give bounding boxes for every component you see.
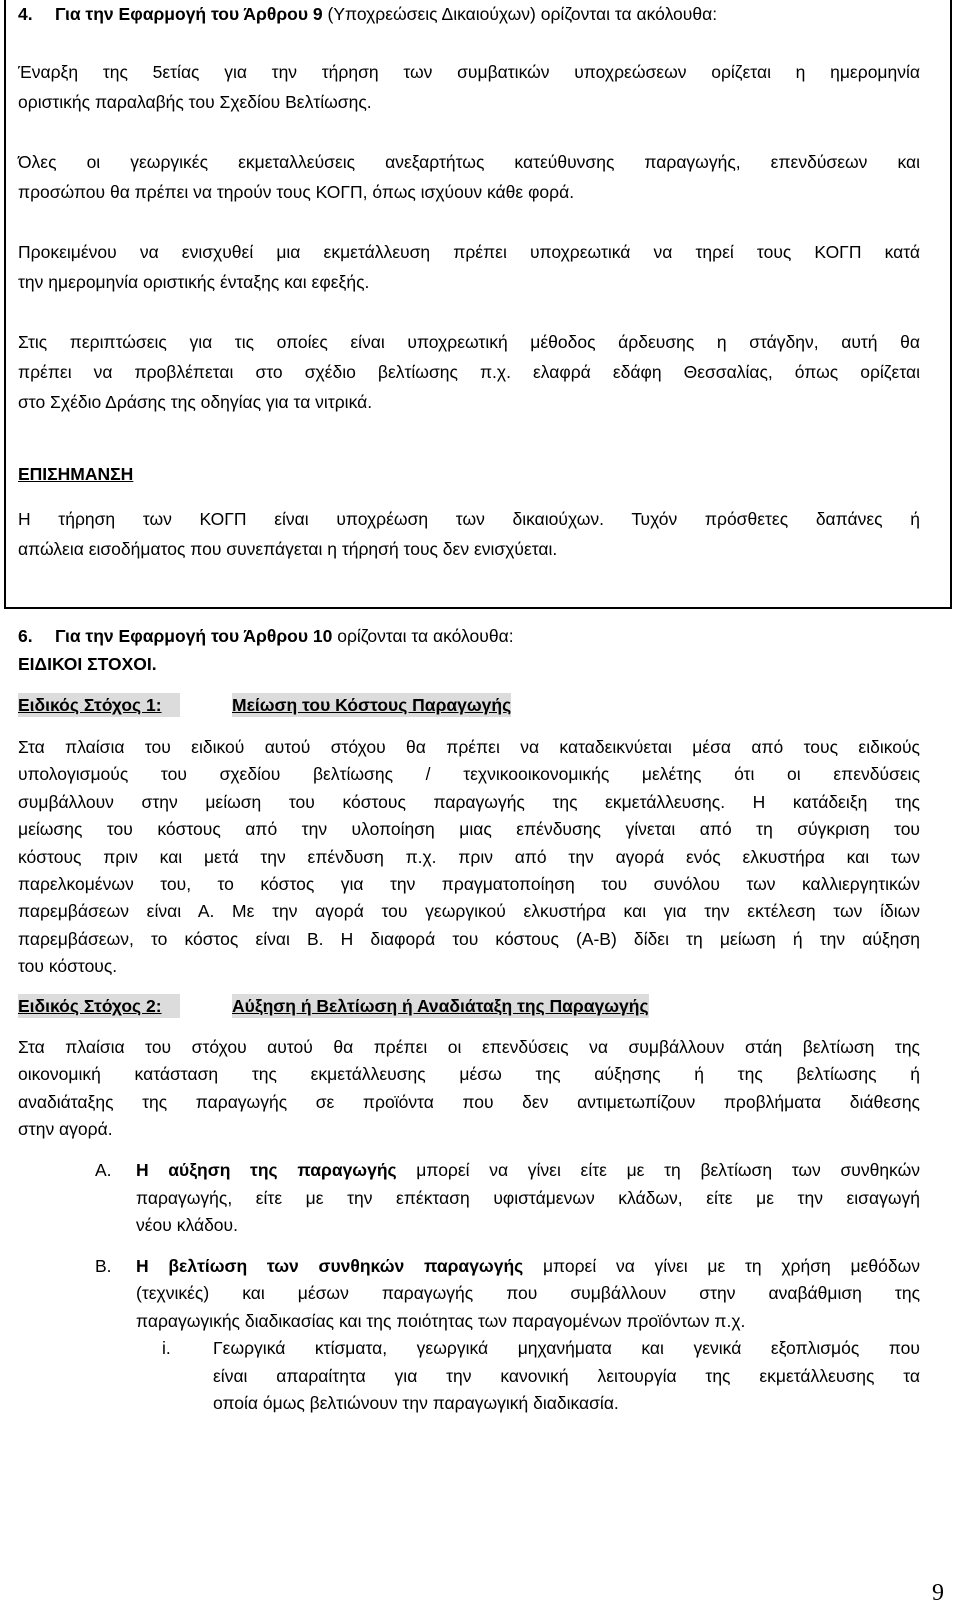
notice-line: απώλεια εισοδήματος που συνεπάγεται η τήρησή τους δεν ενισχύεται. xyxy=(18,539,558,559)
item4-heading-bold: Για την Εφαρμογή του Άρθρου 9 xyxy=(55,4,323,24)
item-b-line xyxy=(136,1254,920,1278)
paragraph-line: την ημερομηνία οριστικής ένταξης και εφεξής. xyxy=(18,272,370,292)
item4-heading xyxy=(55,2,717,26)
notice-line: Η τήρηση των ΚΟΓΠ είναι υποχρέωση των δικαιούχων. Τυχόν πρόσθετες δαπάνες ή xyxy=(18,509,920,529)
goal2-label: Ειδικός Στόχος 2: xyxy=(18,994,180,1018)
paragraph-line: μείωσης του κόστους από την υλοποίηση μιας επένδυσης γίνεται από τη σύγκριση του xyxy=(18,819,920,840)
item-i-line: Γεωργικά κτίσματα, γεωργικά μηχανήματα και γενικά εξοπλισμός που xyxy=(213,1338,920,1358)
paragraph-line: στο Σχέδιο Δράσης της οδηγίας για τα νιτρικά. xyxy=(18,392,373,412)
paragraph-line: του κόστους. xyxy=(18,956,118,977)
paragraph-line: υπολογισμούς του σχεδίου βελτίωσης / τεχνικοοικονομικής μελέτης ότι οι επενδύσεις xyxy=(18,764,920,785)
item4-heading-rest: (Υποχρεώσεις Δικαιούχων) ορίζονται τα ακόλουθα: xyxy=(322,4,718,24)
section6-number: 6. xyxy=(18,626,33,646)
paragraph-line: Στα πλαίσια του ειδικού αυτού στόχου θα πρέπει να καταδεικνύεται μέσα από τους ειδικούς xyxy=(18,737,920,757)
goal2-title: Αύξηση ή Βελτίωση ή Αναδιάταξη της Παραγωγής xyxy=(232,996,649,1016)
paragraph-line: Στις περιπτώσεις για τις οποίες είναι υποχρεωτική μέθοδος άρδευσης η στάγδην, αυτή θα xyxy=(18,332,920,352)
paragraph-line: παρεμβάσεων, το κόστος είναι Β. Η διαφορά του κόστους (Α-Β) δίδει τη μείωση ή την αύξηση xyxy=(18,928,920,949)
item-a-line: παραγωγής, είτε με την επέκταση υφιστάμενων κλάδων, είτε με την εισαγωγή xyxy=(136,1188,920,1208)
item-a-marker: Α. xyxy=(95,1160,112,1180)
item-a-line: νέου κλάδου. xyxy=(136,1215,238,1235)
paragraph-line: παρελκομένων του, το κόστος για την πραγματοποίηση του συνόλου των καλλιεργητικών xyxy=(18,874,920,894)
section6-heading-rest: ορίζονται τα ακόλουθα: xyxy=(332,626,514,646)
goal1-label: Ειδικός Στόχος 1: xyxy=(18,693,180,717)
item-b-line: παραγωγικής διαδικασίας και της ποιότητας των παραγομένων προϊόντων π.χ. xyxy=(136,1311,746,1331)
paragraph-line: αναδιάταξης της παραγωγής σε προϊόντα που δεν αντιμετωπίζουν προβλήματα διάθεσης xyxy=(18,1091,920,1112)
paragraph-line: πρέπει να προβλέπεται στο σχέδιο βελτίωσης π.χ. ελαφρά εδάφη Θεσσαλίας, όπως ορίζεται xyxy=(18,362,920,382)
paragraph-line: οριστικής παραλαβής του Σχεδίου Βελτίωσης. xyxy=(18,92,372,112)
section6-subtitle: ΕΙΔΙΚΟΙ ΣΤΟΧΟΙ. xyxy=(18,654,157,674)
item-a-rest: μπορεί να γίνει είτε με τη βελτίωση των συνθηκών xyxy=(396,1160,920,1180)
item-a-bold: Η αύξηση της παραγωγής xyxy=(136,1160,397,1180)
goal1-title: Μείωση του Κόστους Παραγωγής xyxy=(232,695,512,715)
paragraph-line: Προκειμένου να ενισχυθεί μια εκμετάλλευση πρέπει υποχρεωτικά να τηρεί τους ΚΟΓΠ κατά xyxy=(18,242,920,262)
item-b-bold: Η βελτίωση των συνθηκών παραγωγής xyxy=(136,1256,524,1276)
item-a-line xyxy=(136,1158,920,1182)
page-number: 9 xyxy=(932,1580,944,1606)
section6-heading-bold: Για την Εφαρμογή του Άρθρου 10 xyxy=(55,626,333,646)
item-i-line: οποία όμως βελτιώνουν την παραγωγική διαδικασία. xyxy=(213,1393,619,1413)
paragraph-line: συμβάλλουν στην μείωση του κόστους παραγωγής της εκμετάλλευσης. Η κατάδειξη της xyxy=(18,791,920,812)
item-b-marker: Β. xyxy=(95,1256,112,1276)
item4-number: 4. xyxy=(18,4,33,24)
paragraph-line: προσώπου θα πρέπει να τηρούν τους ΚΟΓΠ, όπως ισχύουν κάθε φορά. xyxy=(18,182,575,202)
paragraph-line: οικονομική κατάσταση της εκμετάλλευσης μέσω της αύξησης ή της βελτίωσης ή xyxy=(18,1064,920,1085)
paragraph-line: στην αγορά. xyxy=(18,1119,113,1140)
item-b-line: (τεχνικές) και μέσων παραγωγής που συμβάλλουν στην αναβάθμιση της xyxy=(136,1283,920,1303)
section6-heading xyxy=(55,624,514,648)
paragraph-line: Έναρξη της 5ετίας για την τήρηση των συμβατικών υποχρεώσεων ορίζεται η ημερομηνία xyxy=(18,62,920,82)
paragraph-line: Όλες οι γεωργικές εκμεταλλεύσεις ανεξαρτήτως κατεύθυνσης παραγωγής, επενδύσεων και xyxy=(18,152,920,172)
notice-title: ΕΠΙΣΗΜΑΝΣΗ xyxy=(18,464,134,484)
paragraph-line: παρεμβάσεων είναι Α. Με την αγορά του γεωργικού ελκυστήρα και για την εκτέλεση των ίδιων xyxy=(18,901,920,922)
item-b-rest: μπορεί να γίνει με τη χρήση μεθόδων xyxy=(523,1256,920,1276)
paragraph-line: κόστους πριν και μετά την επένδυση π.χ. πριν από την αγορά ενός ελκυστήρα και των xyxy=(18,846,920,867)
paragraph-line: Στα πλαίσια του στόχου αυτού θα πρέπει οι επενδύσεις να συμβάλλουν στάη βελτίωση της xyxy=(18,1037,920,1057)
item-i-line: είναι απαραίτητα για την κανονική λειτουργία της εκμετάλλευσης τα xyxy=(213,1366,920,1386)
item-i-marker: i. xyxy=(162,1338,171,1358)
